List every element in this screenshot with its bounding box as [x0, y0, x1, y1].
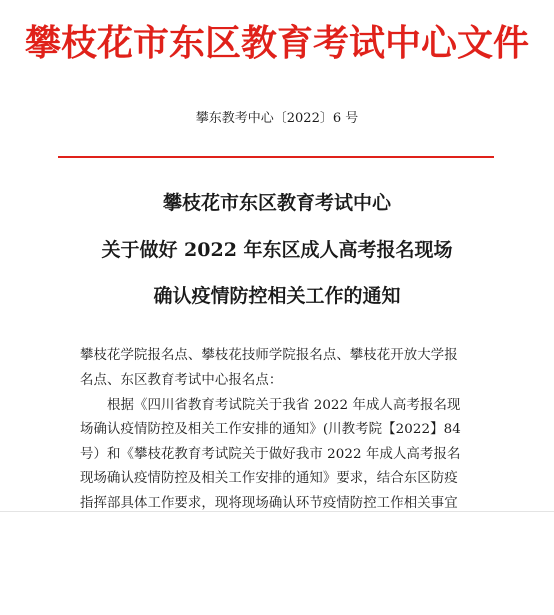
body-line-2: 名点、东区教育考试中心报名点：	[80, 373, 283, 388]
body-line-3: 根据《四川省教育考试院关于我省 2022 年成人高考报名现	[80, 398, 461, 413]
notice-title-line-3: 确认疫情防控相关工作的通知	[153, 285, 401, 307]
org-header-title: 攀枝花市东区教育考试中心文件	[24, 23, 529, 64]
body-line-4: 场确认疫情防控及相关工作安排的通知》(川教考院【2022】84	[80, 422, 461, 437]
body-line-1: 攀枝花学院报名点、攀枝花技师学院报名点、攀枝花开放大学报	[80, 348, 458, 363]
notice-title-line-2: 关于做好 2022 年东区成人高考报名现场	[101, 239, 453, 261]
body-line-6: 现场确认疫情防控及相关工作安排的通知》要求，结合东区防疫	[80, 471, 458, 486]
red-divider-line	[58, 156, 494, 158]
page-gap	[0, 513, 554, 615]
notice-title-line-1: 攀枝花市东区教育考试中心	[162, 192, 391, 214]
body-line-5: 号）和《攀枝花教育考试院关于做好我市 2022 年成人高考报名	[80, 447, 461, 462]
document-number: 攀东教考中心〔2022〕6 号	[195, 111, 359, 126]
body-line-7: 指挥部具体工作要求，现将现场确认环节疫情防控工作相关事宜	[80, 496, 458, 511]
